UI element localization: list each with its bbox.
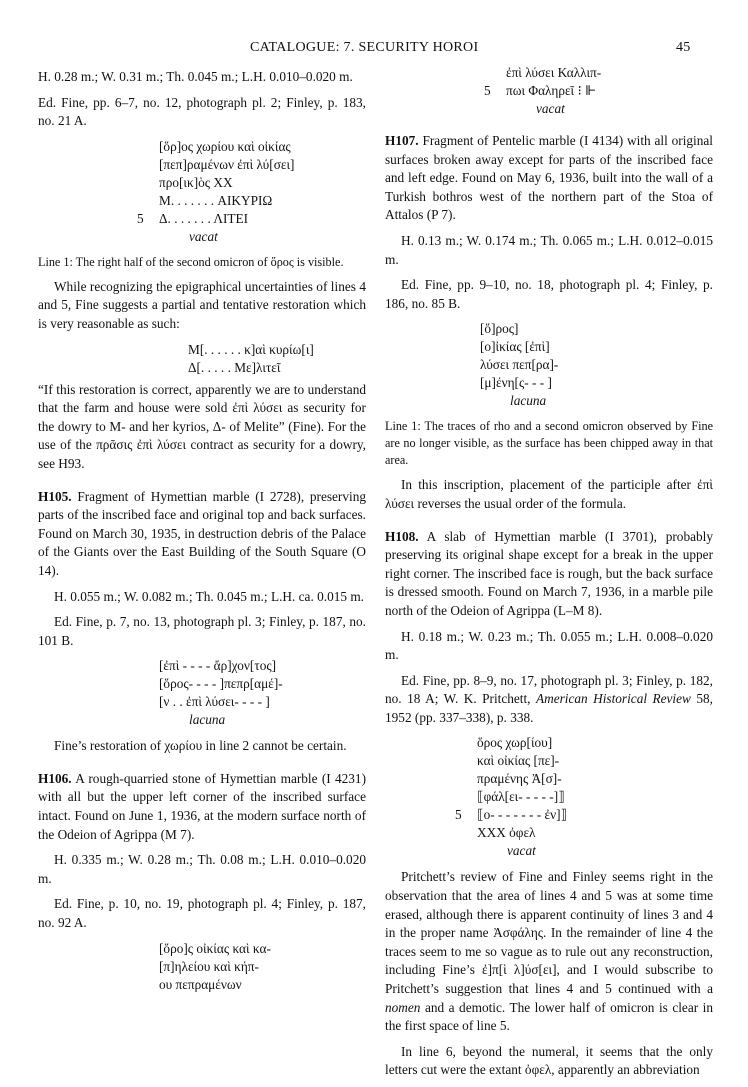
inscription-h107 [385, 320, 713, 410]
inscription-line: λύσει πεπ[ρα]- [480, 357, 559, 373]
inscription-line: 5 πωι Φαληρεῖ ⁝ ⊩ [484, 83, 597, 98]
line-note: Line 1: The right half of the second omicron of ὅρος is visible. [38, 254, 344, 269]
paragraph-quote: “If this restoration is correct, apparently we are to understand that the farm and house were sold ἐπὶ λύσει as security for the dowry to M- and her kyrios, Δ- of Melite” (Fine). For the use of the πρᾶσις ἐπὶ λύσει contract as security for a dowry, see H93. [38, 381, 366, 471]
vacat-label: vacat [536, 101, 565, 116]
entry-id: H105. [38, 488, 72, 504]
edition-h105: Ed. Fine, p. 7, no. 13, photograph pl. 3; Finley, p. 187, no. 101 B. [38, 614, 366, 648]
inscription-h105 [38, 657, 366, 729]
entry-id: H108. [385, 528, 419, 544]
restoration-line: Δ[. . . . . Με]λιτεῖ [188, 359, 281, 375]
restoration-line: Μ[. . . . . . κ]αὶ κυρίω[ι] [188, 341, 314, 357]
running-title: CATALOGUE: 7. SECURITY HOROI [250, 40, 479, 55]
inscription-line: 5 ⟦ο- - - - - - - ἐν]⟧ [455, 807, 568, 823]
dimensions-h105: H. 0.055 m.; W. 0.082 m.; Th. 0.045 m.; L.H. ca. 0.015 m. [54, 588, 365, 604]
dimensions-h106: H. 0.335 m.; W. 0.28 m.; Th. 0.08 m.; L.H. 0.010–0.020 m. [38, 852, 366, 886]
edition-h106: Ed. Fine, p. 10, no. 19, photograph pl. 4; Finley, p. 187, no. 92 A. [38, 896, 366, 931]
entry-description: A slab of Hymettian marble (I 3701), probably preserving its original shape except for a break in the upper right corner. The inscribed face is rough, but the back surface is dressed smooth. Found on March 7, 1936, in a marble pile north of the Odeion of Agrippa (L–M 8). [385, 528, 713, 618]
inscription-h104 [38, 138, 366, 246]
comment-h108-1: Pritchett’s review of Fine and Finley seems right in the observation that the area of lines 4 and 5 was at some time erased, although there is apparent continuity of lines 3 and 4 in the proper name Ἀσφάλης. In the remainder of line 4 the traces seem to me so vague as to rule out any reconstruction, including Fine’s ἐ]π[ὶ λ]ύσ[ει], and I would subscribe to Pritchett’s suggestion that lines 4 and 5 continued with a nomen and a demotic. The lower half of omicron is clear in the first space of line 5. [385, 869, 713, 1034]
inscription-line: 5 Δ. . . . . . . ΛΙΤΕΙ [137, 210, 249, 226]
inscription-line: προ[ικ]ὸς XX [159, 174, 233, 190]
entry-h107 [385, 132, 713, 514]
dimensions-h107: H. 0.13 m.; W. 0.174 m.; Th. 0.065 m.; L.H. 0.012–0.015 m. [385, 232, 713, 267]
inscription-line: M. . . . . . . ΑΙΚΥΡΙΩ [159, 192, 273, 208]
running-header [0, 40, 748, 60]
inscription-line: [ὅρο]ς οἰκίας καὶ κα- [159, 940, 271, 956]
vacat-label: vacat [189, 228, 218, 244]
comment-h108-2: In line 6, beyond the numeral, it seems that the only letters cut were the extant ὀφελ, apparently an abbreviation [385, 1043, 713, 1078]
inscription-line: πραμένης Ἀ[σ]- [477, 771, 562, 787]
lacuna-label: lacuna [510, 393, 547, 409]
entry-h106 [38, 770, 366, 994]
inscription-line: [ὅρ]ος χωρίου καὶ οἰκίας [159, 138, 291, 154]
inscription-line: [ὅρος- - - - ]πεπρ[αμέ]- [159, 676, 283, 692]
lacuna-label: lacuna [189, 712, 226, 728]
entry-id: H107. [385, 133, 419, 148]
vacat-label: vacat [507, 843, 536, 859]
inscription-h108 [385, 734, 713, 860]
inscription-line: ἐπὶ λύσει Καλλιπ- [506, 65, 602, 80]
right-column [385, 64, 713, 1087]
page-number: 45 [676, 40, 691, 55]
paragraph-restoration: While recognizing the epigraphical uncertainties of lines 4 and 5, Fine suggests a partial and tentative restoration which is very reasonable as such: [38, 278, 366, 331]
dimensions-h108: H. 0.18 m.; W. 0.23 m.; Th. 0.055 m.; L.H. 0.008–0.020 m. [385, 628, 713, 663]
inscription-line: [πεπ]ραμένων ἐπὶ λύ[σει] [159, 156, 295, 172]
inscription-line: ⟦φάλ[ει- - - - -]⟧ [477, 789, 565, 805]
inscription-line: [μ]ένη[ς- - - ] [480, 375, 552, 391]
inscription-line: [π]ηλείου καὶ κήπ- [159, 958, 259, 974]
entry-h105 [38, 488, 366, 756]
inscription-h106 [38, 940, 366, 994]
inscription-line: καὶ οἰκίας [πε]- [477, 753, 560, 769]
entry-description: Fragment of Hymettian marble (I 2728), preserving parts of the inscribed face and original top and back surfaces. Found on March 30, 1935, in destruction debris of the Palace of the Giants over the East Building of the South Square (O 14). [38, 488, 366, 578]
edition-h104: Ed. Fine, pp. 6–7, no. 12, photograph pl. 2; Finley, p. 183, no. 21 A. [38, 94, 366, 129]
inscription-line: [ν . . ἐπὶ λύσει- - - - ] [159, 694, 270, 710]
entry-description: A rough-quarried stone of Hymettian marble (I 4231) with all but the upper left corner of the inscribed surface intact. Found on June 1, 1936, at the modern surface north of the Odeion of Agrippa (M 7). [38, 770, 366, 842]
inscription-line: [ο]ἰκίας [ἐπὶ] [480, 339, 550, 355]
line-note: Line 1: The traces of rho and a second omicron observed by Fine are no longer visible, as the surface has been chipped away in that area. [385, 419, 713, 468]
entry-h108 [385, 528, 713, 1080]
journal-title: American Historical Review [535, 691, 691, 707]
comment-h105: Fine’s restoration of χωρίου in line 2 cannot be certain. [54, 738, 347, 754]
inscription-h106-continued [385, 64, 713, 118]
inscription-line: [ἐπὶ - - - - ἄρ]χον[τος] [159, 658, 277, 674]
comment-h107: In this inscription, placement of the participle after ἐπὶ λύσει reverses the usual order of the formula. [385, 477, 713, 511]
entry-description: Fragment of Pentelic marble (I 4134) with all original surfaces broken away except for parts of the inscribed face and left edge. Found on May 6, 1936, built into the wall of a Turkish bothros west of the northern part of the Stoa of Attalos (P 7). [385, 133, 713, 223]
edition-h107: Ed. Fine, pp. 9–10, no. 18, photograph pl. 4; Finley, p. 186, no. 85 B. [385, 277, 713, 311]
inscription-line: ου πεπραμένων [159, 976, 242, 992]
entry-id: H106. [38, 770, 72, 786]
restoration-lines [38, 341, 366, 377]
inscription-line: [ὅ]ρος] [480, 321, 519, 337]
edition-h108: Ed. Fine, pp. 8–9, no. 17, photograph pl. 3; Finley, p. 182, no. 18 A; W. K. Pritchett, American Historical Review 58, 1952 (pp. 337–338), p. 338. [385, 672, 713, 725]
left-column [38, 68, 366, 1002]
dimensions-h104: H. 0.28 m.; W. 0.31 m.; Th. 0.045 m.; L.H. 0.010–0.020 m. [38, 69, 353, 84]
inscription-line: XXX ὀφελ [477, 825, 536, 841]
inscription-line: ὅρος χωρ[ίου] [477, 735, 553, 751]
